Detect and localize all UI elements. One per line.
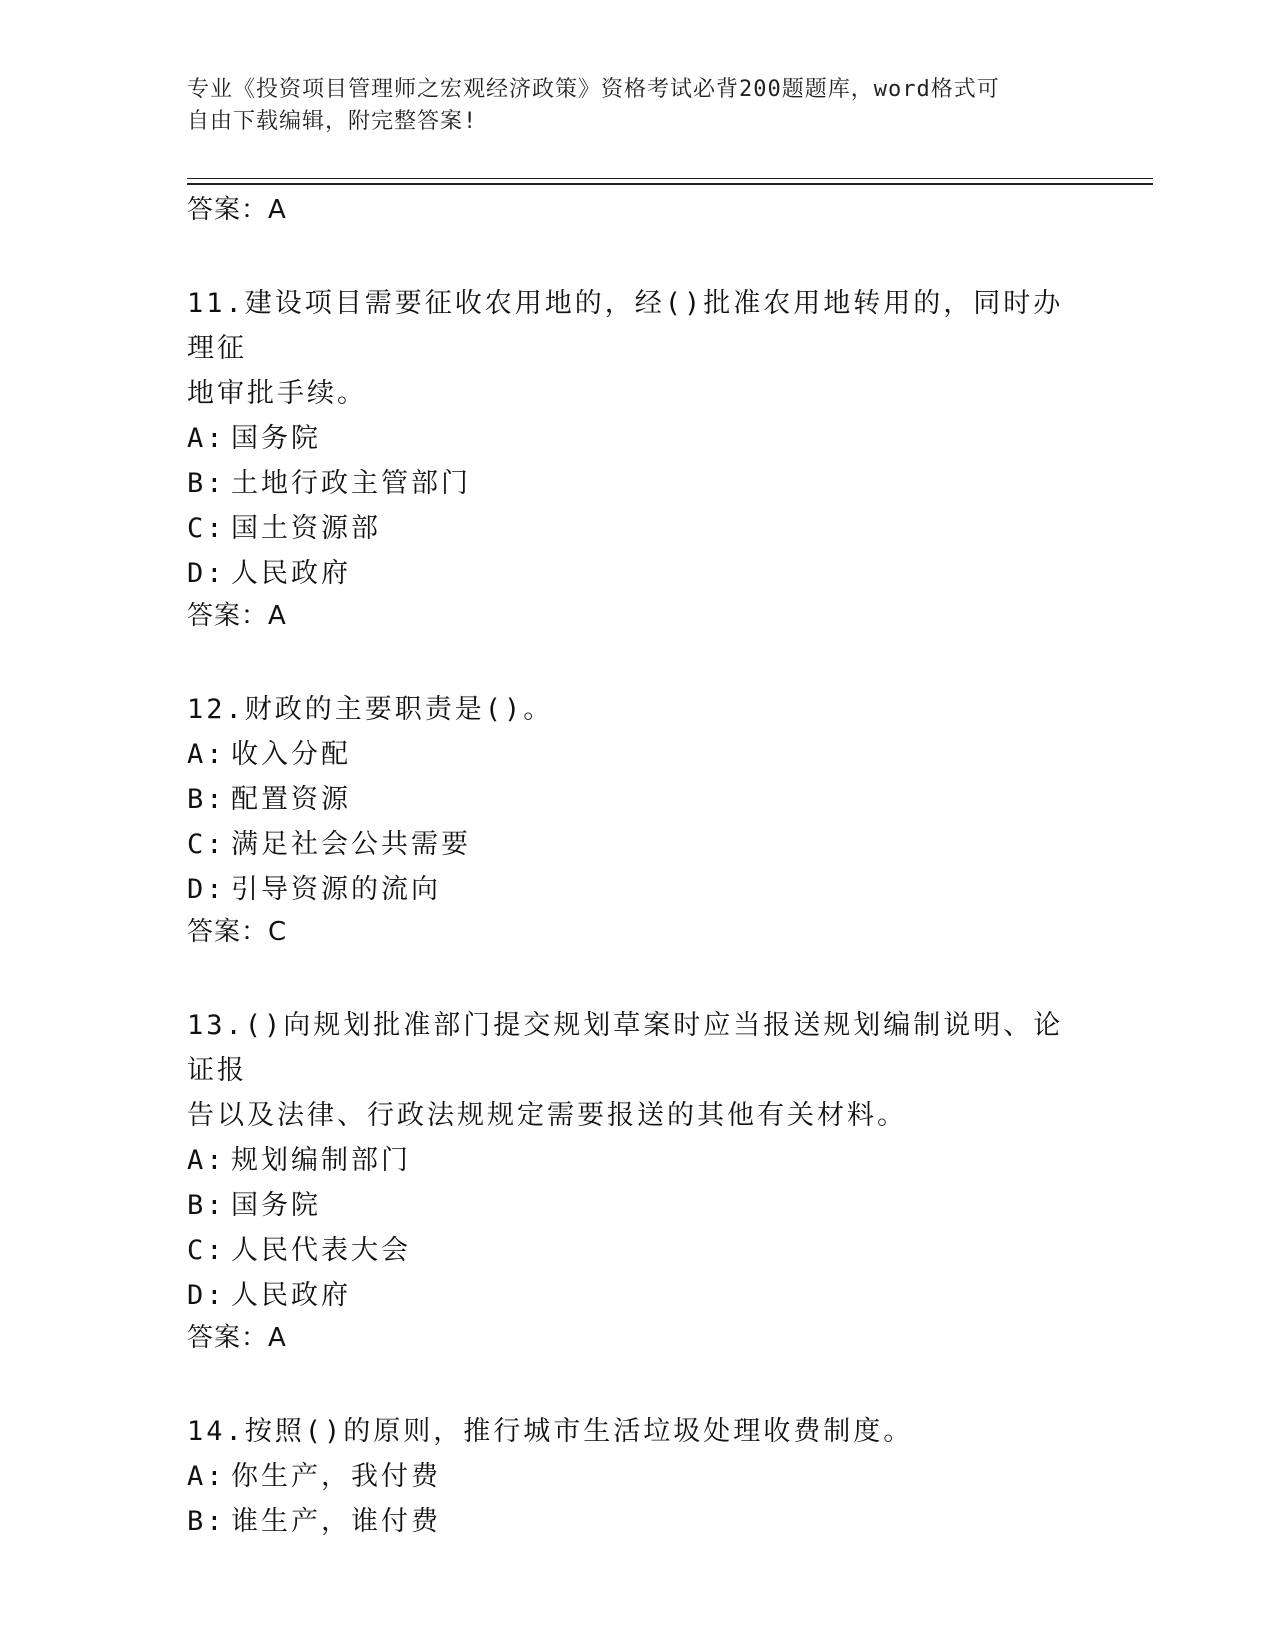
- option-text: 人民政府: [231, 1280, 351, 1311]
- answer-label: 答案：: [187, 601, 269, 631]
- answer-label: 答案：: [187, 195, 269, 225]
- answer-line: [187, 912, 1087, 957]
- option-letter: B:: [187, 1506, 226, 1537]
- header-line-2: 自由下载编辑，附完整答案!: [187, 109, 478, 134]
- option-letter: A:: [187, 1461, 226, 1492]
- question-12: [187, 687, 1087, 732]
- option-text: 你生产，我付费: [231, 1461, 441, 1492]
- option-letter: B:: [187, 468, 226, 499]
- option-c: [187, 1228, 1087, 1273]
- option-letter: B:: [187, 1190, 226, 1221]
- option-a: [187, 732, 1087, 777]
- option-text: 满足社会公共需要: [231, 829, 471, 860]
- option-letter: D:: [187, 558, 226, 589]
- option-text: 谁生产，谁付费: [231, 1506, 441, 1537]
- option-text: 人民政府: [231, 558, 351, 589]
- header-rule-thin: [187, 178, 1153, 179]
- page-header: [187, 74, 1067, 138]
- question-text: 13.()向规划批准部门提交规划草案时应当报送规划编制说明、论证报: [187, 1010, 1064, 1086]
- question-text: 告以及法律、行政法规规定需要报送的其他有关材料。: [187, 1100, 907, 1131]
- option-text: 国土资源部: [231, 513, 381, 544]
- option-b: [187, 1183, 1087, 1228]
- answer-label: 答案：: [187, 1323, 269, 1353]
- question-text: 14.按照()的原则，推行城市生活垃圾处理收费制度。: [187, 1416, 914, 1447]
- option-letter: C:: [187, 829, 226, 860]
- answer-value: A: [268, 1323, 287, 1353]
- answer-value: A: [268, 601, 287, 631]
- spacer: [187, 957, 1087, 1003]
- option-letter: A:: [187, 739, 226, 770]
- option-text: 人民代表大会: [231, 1235, 411, 1266]
- option-letter: B:: [187, 784, 226, 815]
- option-text: 引导资源的流向: [231, 874, 441, 905]
- option-letter: A:: [187, 1145, 226, 1176]
- question-14: [187, 1409, 1087, 1454]
- question-text: 11.建设项目需要征收农用地的，经()批准农用地转用的，同时办理征: [187, 288, 1064, 364]
- option-text: 土地行政主管部门: [231, 468, 471, 499]
- question-text: 12.财政的主要职责是()。: [187, 694, 554, 725]
- answer-value: A: [268, 195, 287, 225]
- option-c: [187, 822, 1087, 867]
- answer-value: C: [268, 917, 288, 947]
- answer-label: 答案：: [187, 917, 269, 947]
- header-line-1: 专业《投资项目管理师之宏观经济政策》资格考试必背200题题库，word格式可: [187, 77, 1000, 102]
- option-c: [187, 506, 1087, 551]
- header-rule-thick: [187, 183, 1153, 185]
- option-text: 规划编制部门: [231, 1145, 411, 1176]
- option-letter: D:: [187, 874, 226, 905]
- option-letter: A:: [187, 423, 226, 454]
- answer-line: [187, 190, 1087, 235]
- option-text: 国务院: [231, 423, 321, 454]
- spacer: [187, 641, 1087, 687]
- question-list: [187, 190, 1087, 1544]
- option-text: 收入分配: [231, 739, 351, 770]
- option-letter: D:: [187, 1280, 226, 1311]
- answer-line: [187, 1318, 1087, 1363]
- answer-line: [187, 596, 1087, 641]
- option-a: [187, 1454, 1087, 1499]
- option-a: [187, 1138, 1087, 1183]
- option-d: [187, 551, 1087, 596]
- question-11: [187, 281, 1087, 416]
- option-b: [187, 777, 1087, 822]
- option-text: 配置资源: [231, 784, 351, 815]
- option-a: [187, 416, 1087, 461]
- option-b: [187, 461, 1087, 506]
- question-13: [187, 1003, 1087, 1138]
- option-text: 国务院: [231, 1190, 321, 1221]
- spacer: [187, 235, 1087, 281]
- option-letter: C:: [187, 513, 226, 544]
- option-b: [187, 1499, 1087, 1544]
- option-letter: C:: [187, 1235, 226, 1266]
- option-d: [187, 1273, 1087, 1318]
- question-text: 地审批手续。: [187, 378, 367, 409]
- spacer: [187, 1363, 1087, 1409]
- option-d: [187, 867, 1087, 912]
